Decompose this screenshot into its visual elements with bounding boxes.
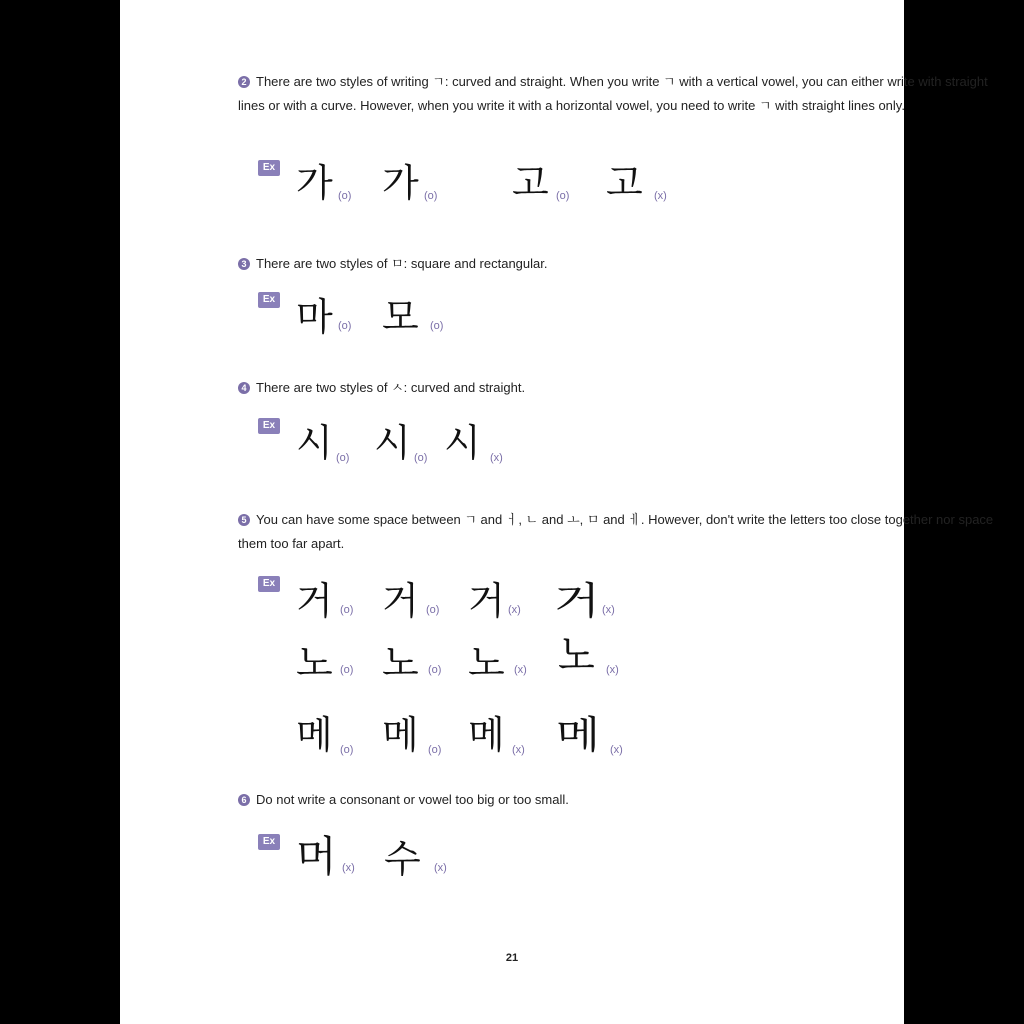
example-glyph: 노	[296, 641, 333, 685]
correctness-mark: (o)	[414, 452, 428, 464]
rule-number-badge: 2	[238, 76, 250, 88]
example-glyph: 거	[554, 579, 600, 623]
ex-label: Ex	[258, 292, 280, 308]
rule-text: Do not write a consonant or vowel too big or too small.	[256, 792, 569, 807]
ex-label: Ex	[258, 834, 280, 850]
correctness-mark: (x)	[606, 664, 619, 676]
correctness-mark: (o)	[338, 190, 352, 202]
correctness-mark: (x)	[342, 862, 355, 874]
correctness-mark: (x)	[512, 744, 525, 756]
workbook-page	[120, 0, 994, 1024]
rule-number-badge: 6	[238, 794, 250, 806]
rule-text: You can have some space between ㄱ and ㅓ, ㄴ and ㅗ, ㅁ and ㅔ. However, don't write the letters too close together nor space them too far apart.	[238, 512, 994, 551]
correctness-mark: (x)	[490, 452, 503, 464]
correctness-mark: (o)	[340, 744, 354, 756]
rule-text: There are two styles of writing ㄱ: curved and straight. When you write ㄱ with a vertical vowel, you can either write with straight lines or with a curve. However, when you write it with a horizontal vowel, you need to write ㄱ with straight lines only.	[238, 74, 988, 113]
rule-number-badge: 3	[238, 258, 250, 270]
example-glyph: 거	[382, 579, 419, 623]
example-glyph: 노	[382, 641, 419, 685]
correctness-mark: (o)	[340, 664, 354, 676]
example-glyph: 가	[296, 161, 333, 205]
example-glyph: 머	[296, 832, 337, 881]
example-glyph: 고	[606, 161, 643, 205]
example-glyph: 노	[468, 641, 505, 685]
example-glyph: 메	[296, 713, 333, 757]
example-glyph: 시	[444, 421, 481, 465]
example-glyph: 수	[384, 837, 421, 881]
rule-3	[238, 252, 998, 276]
rule-5	[238, 508, 998, 556]
example-glyph: 고	[512, 161, 549, 205]
correctness-mark: (o)	[426, 604, 440, 616]
rule-number-badge: 4	[238, 382, 250, 394]
example-glyph: 메	[382, 713, 419, 757]
correctness-mark: (o)	[556, 190, 570, 202]
correctness-mark: (o)	[430, 320, 444, 332]
rule-text: There are two styles of ㅅ: curved and straight.	[256, 380, 526, 395]
rule-4	[238, 376, 998, 400]
ex-label: Ex	[258, 418, 280, 434]
example-glyph: 모	[382, 295, 419, 339]
example-glyph: 마	[296, 295, 333, 339]
correctness-mark: (o)	[340, 604, 354, 616]
example-glyph: 시	[296, 421, 333, 465]
rule-number-badge: 5	[238, 514, 250, 526]
ex-label: Ex	[258, 160, 280, 176]
correctness-mark: (x)	[514, 664, 527, 676]
example-glyph: 노	[558, 630, 595, 681]
correctness-mark: (o)	[338, 320, 352, 332]
correctness-mark: (x)	[602, 604, 615, 616]
correctness-mark: (o)	[336, 452, 350, 464]
page-number: 21	[505, 952, 519, 964]
ex-label: Ex	[258, 576, 280, 592]
correctness-mark: (x)	[610, 744, 623, 756]
rule-text: There are two styles of ㅁ: square and rectangular.	[256, 256, 548, 271]
example-glyph: 거	[468, 579, 499, 623]
example-glyph: 가	[382, 161, 419, 205]
correctness-mark: (x)	[654, 190, 667, 202]
correctness-mark: (o)	[428, 664, 442, 676]
example-glyph: 메	[468, 713, 499, 757]
example-glyph: 거	[296, 579, 333, 623]
rule-2	[238, 70, 998, 118]
rule-6	[238, 788, 998, 812]
correctness-mark: (o)	[424, 190, 438, 202]
correctness-mark: (o)	[428, 744, 442, 756]
example-glyph: 시	[374, 421, 411, 465]
correctness-mark: (x)	[508, 604, 521, 616]
correctness-mark: (x)	[434, 862, 447, 874]
example-glyph: 메	[556, 713, 601, 757]
